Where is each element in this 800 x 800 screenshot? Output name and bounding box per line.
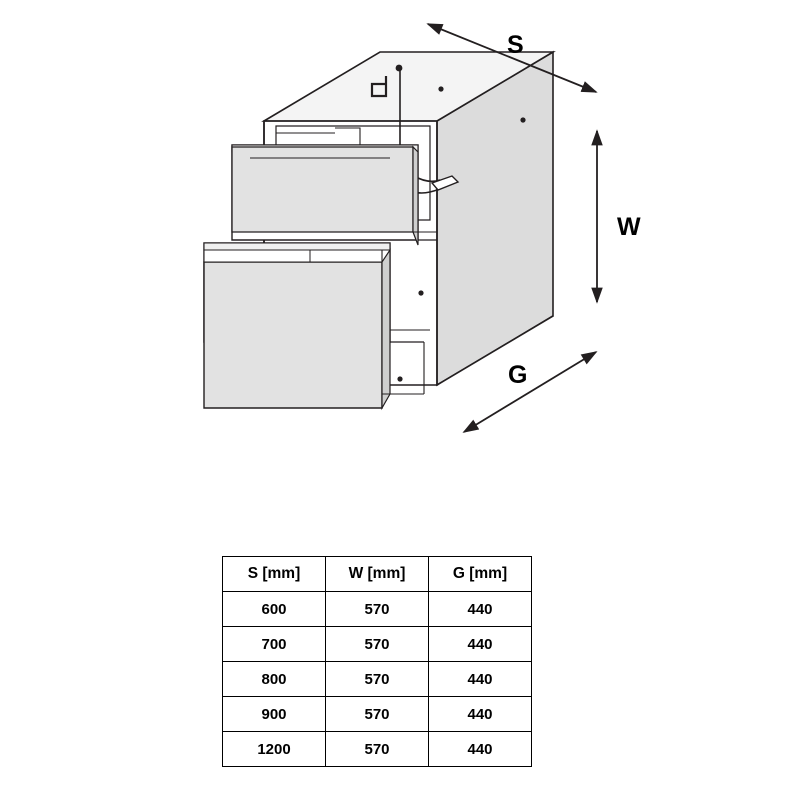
table-header-S: S [mm] bbox=[223, 557, 326, 592]
cell-depth: 440 bbox=[429, 592, 532, 627]
cell-depth: 440 bbox=[429, 697, 532, 732]
cell-width: 600 bbox=[223, 592, 326, 627]
cell-depth: 440 bbox=[429, 627, 532, 662]
cell-height: 570 bbox=[326, 592, 429, 627]
interior-bracket bbox=[335, 128, 360, 146]
table-header-row bbox=[223, 557, 532, 592]
mount-point-c bbox=[520, 117, 525, 122]
lower-drawer-gap bbox=[204, 250, 382, 262]
mount-point-b bbox=[438, 86, 443, 91]
mount-point-a bbox=[396, 65, 403, 72]
table-row bbox=[223, 592, 532, 627]
cell-width: 1200 bbox=[223, 732, 326, 767]
cabinet-body bbox=[204, 52, 553, 408]
cell-height: 570 bbox=[326, 697, 429, 732]
lower-drawer-side bbox=[382, 250, 390, 408]
table-row bbox=[223, 732, 532, 767]
cell-width: 900 bbox=[223, 697, 326, 732]
cell-width: 700 bbox=[223, 627, 326, 662]
mount-point-d bbox=[418, 290, 423, 295]
mount-point-e bbox=[397, 376, 402, 381]
upper-drawer-front bbox=[232, 147, 413, 232]
table-row bbox=[223, 627, 532, 662]
table-header-G: G [mm] bbox=[429, 557, 532, 592]
upper-drawer-side bbox=[413, 147, 418, 245]
cell-width: 800 bbox=[223, 662, 326, 697]
cell-depth: 440 bbox=[429, 732, 532, 767]
table-row bbox=[223, 697, 532, 732]
table-row bbox=[223, 662, 532, 697]
cell-height: 570 bbox=[326, 732, 429, 767]
dimension-label-height: W bbox=[617, 213, 641, 241]
lower-drawer-front bbox=[204, 262, 382, 408]
dimension-label-width: S bbox=[507, 31, 524, 59]
dimensions-table bbox=[222, 556, 532, 767]
dimension-label-depth: G bbox=[508, 361, 528, 389]
cell-height: 570 bbox=[326, 662, 429, 697]
cell-height: 570 bbox=[326, 627, 429, 662]
cell-depth: 440 bbox=[429, 662, 532, 697]
lower-drawer-top-edge bbox=[204, 243, 390, 250]
table-header-W: W [mm] bbox=[326, 557, 429, 592]
